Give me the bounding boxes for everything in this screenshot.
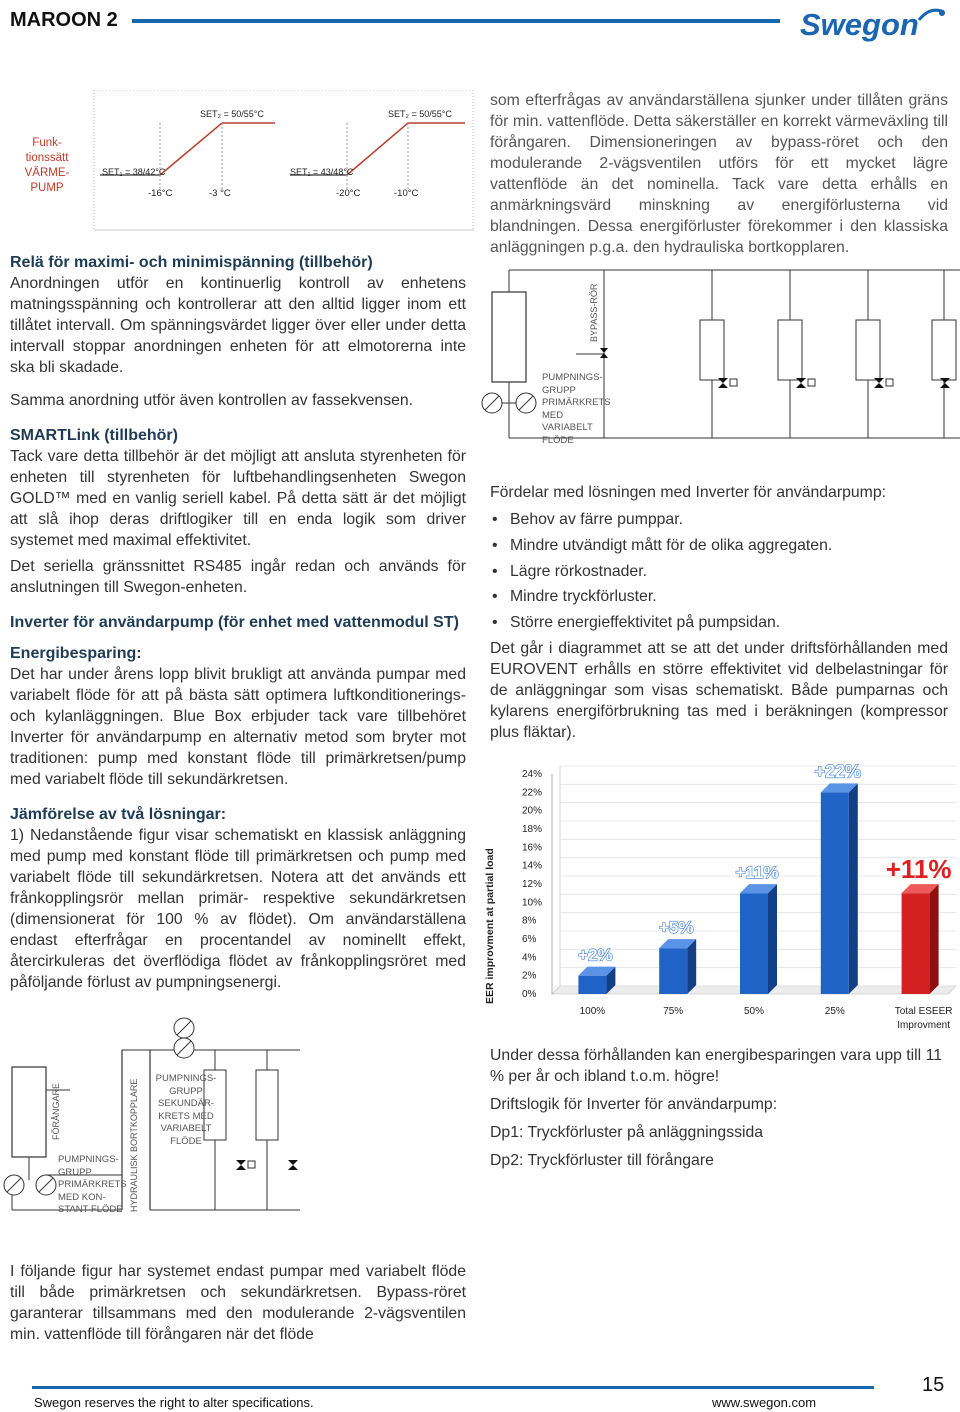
footer-rule — [32, 1386, 874, 1389]
set2-left: SET₂ = 50/55°C — [200, 109, 264, 119]
advantage-item: • Lägre rörkostnader. — [490, 559, 948, 585]
advantage-item: • Mindre utvändigt mått för de olika aggregaten. — [490, 533, 948, 559]
chart-y-tick-label: 8% — [522, 915, 537, 927]
chart-y-tick-label: 4% — [522, 952, 537, 964]
chart-y-tick-label: 24% — [522, 769, 543, 780]
set2-right: SET₂ = 50/55°C — [388, 109, 452, 119]
compare-heading: Jämförelse av två lösningar: — [10, 806, 227, 823]
chart-data-label: +11% — [885, 854, 952, 885]
swegon-logo — [798, 4, 948, 44]
advantages-intro: Fördelar med lösningen med Inverter för användarpump: — [490, 484, 887, 501]
chart-bar — [740, 893, 768, 994]
dp1-text: Dp1: Tryckförluster på anläggningssida — [490, 1124, 764, 1141]
classic-system-diagram — [0, 1010, 300, 1220]
smartlink-heading: SMARTLink (tillbehör) — [10, 427, 178, 444]
temp-left-2: -3 °C — [209, 188, 231, 199]
chart-explanation: Det går i diagrammet att se att det under driftsförhållanden med EUROVENT erhålls en större effektivitet vid delbelastningar för de anläggningar som visas schematiskt. Både pumparnas och kylarens energiförbrukning tas med i beräkningen (kompressor plus fläktar). — [490, 639, 948, 741]
chart-x-tick-label: 75% — [663, 1006, 684, 1017]
variable-pump-group-label: PUMPNINGS- GRUPP PRIMÄRKRETS MED VARIABELT FLÖDE — [542, 372, 611, 446]
left-column — [10, 252, 466, 993]
function-diagram — [10, 90, 474, 240]
chart-y-tick-label: 16% — [522, 842, 543, 854]
temp-left-1: -16°C — [148, 188, 173, 199]
chart-y-tick-label: 12% — [522, 879, 543, 890]
secondary-pump-group-label: PUMPNINGS- GRUPP SEKUNDÄR- KRETS MED VARIABELT FLÖDE — [155, 1073, 217, 1147]
chart-bar — [902, 893, 930, 994]
footer-disclaimer: Swegon reserves the right to alter specifications. — [34, 1395, 314, 1410]
chart-x-tick-label: Total ESEER — [894, 1006, 953, 1017]
bypass-pipe-label: BYPASS-RÖR — [589, 283, 599, 342]
chart-x-tick-label: 25% — [824, 1006, 845, 1017]
chart-data-label: +11% — [735, 863, 779, 883]
chart-y-tick-label: 20% — [522, 805, 543, 817]
footer-website[interactable]: www.swegon.com — [712, 1395, 817, 1410]
inverter-system-diagram — [476, 258, 960, 458]
energy-text: Det har under årens lopp blivit brukligt att använda pumpar med variabelt flöde för att på bästa sätt optimera luftkonditionerings- och kylanläggningen. Blue Box erbjuder tack vare tillbehöret Inverter för användarpump en alternativ metod som bryter mot traditionen: pump med konstant flöde till primärkretsen/pump med variabelt flöde till sekundärkretsen. — [10, 666, 466, 788]
chart-x-tick-label: Improvment — [897, 1020, 950, 1031]
decoupler-label: HYDRAULISK BORTKOPPLARE — [129, 1078, 139, 1212]
energy-heading: Energibesparing: — [10, 645, 142, 662]
primary-pump-group-label: PUMPNINGS- GRUPP PRIMÄRKRETS MED KON- STANT FLÖDE — [58, 1154, 127, 1215]
chart-bar-side — [930, 884, 939, 994]
advantages-list — [490, 507, 948, 636]
eer-chart — [480, 750, 960, 1040]
smartlink-text: Tack vare detta tillbehör är det möjligt att ansluta styrenheten för enheten till styrenheten för luftbehandlingsenheten Swegon GOLD™ med en vanlig seriell kabel. På detta sätt är det möjligt att slå ihop deras driftlogiker till en enda logik som driver systemet med maximal effektivitet. — [10, 448, 466, 549]
chart-data-label: +2% — [578, 945, 613, 965]
evaporator-label: FÖRÅNGARE — [51, 1082, 61, 1140]
logic-heading: Driftslogik för Inverter för användarpump: — [490, 1096, 778, 1113]
chart-y-tick-label: 10% — [522, 897, 543, 909]
page-number: 15 — [922, 1374, 945, 1396]
advantage-item: • Större energieffektivitet på pumpsidan. — [490, 610, 948, 636]
temp-right-1: -20°C — [336, 188, 361, 199]
chart-bar — [578, 976, 606, 994]
chart-bar-side — [687, 939, 696, 994]
set1-left: SET₁ = 38/42°C — [102, 167, 166, 177]
relay-text: Anordningen utför en kontinuerlig kontroll av enhetens matningsspänning och kontrollerar att den alltid ligger inom ett tillåtet intervall. Om spänningsvärdet ligger över eller under detta intervall stoppar anordningen enheten för att elmotorerna inte ska bli skadade. — [10, 275, 466, 376]
advantage-item: • Mindre tryckförluster. — [490, 584, 948, 610]
temp-right-2: -10°C — [394, 188, 419, 199]
right-column-top — [490, 90, 948, 258]
chart-data-label: +22% — [814, 761, 862, 782]
chart-y-tick-label: 0% — [522, 989, 537, 1000]
bottom-left-text — [10, 1261, 466, 1345]
chart-y-tick-label: 22% — [522, 787, 543, 799]
document-title: MAROON 2 — [10, 9, 118, 31]
chart-x-tick-label: 100% — [579, 1006, 606, 1017]
chart-y-tick-label: 2% — [522, 970, 537, 982]
chart-bar-side — [849, 783, 858, 994]
compare-text: 1) Nedanstående figur visar schematiskt en klassisk anläggning med pump med konstant flöde till primärkretsen och pump med variabelt flöde till sekundärkretsen. Notera att det används ett frånkopplingsrör mellan primär- respektive sekundärkretsen (dimensionerat för 100 % av flödet). Om användarställena endast efterfrågar en procentandel av nominellt effekt, återcirkuleras det överflödiga flödet av frånkopplingsröret med påföljande förlust av pumpningsenergi. — [10, 827, 466, 991]
chart-bar-side — [768, 884, 777, 994]
savings-text: Under dessa förhållanden kan energibesparingen vara upp till 11 % per år och ibland t.o.m. högre! — [490, 1047, 942, 1085]
chart-bar — [659, 948, 687, 994]
chart-y-axis-label: EER improvment at partial load — [484, 848, 496, 1004]
dp2-text: Dp2: Tryckförluster till förångare — [490, 1152, 714, 1169]
inverter-heading: Inverter för användarpump (för enhet med vattenmodul ST) — [10, 614, 459, 631]
advantage-item: • Behov av färre pumppar. — [490, 507, 948, 533]
chart-y-tick-label: 14% — [522, 860, 543, 872]
relay-text-2: Samma anordning utför även kontrollen av fassekvensen. — [10, 392, 414, 409]
chart-y-tick-label: 18% — [522, 824, 543, 835]
chart-x-tick-label: 50% — [743, 1006, 765, 1017]
continuation-text: som efterfrågas av användarställena sjunker under tillåten gräns för min. vattenflöde. Detta säkerställer en korrekt värmeväxling till förångaren. Dimensioneringen av bypass-röret och den modulerande 2-vägsventilen utförs för ett mycket lägre vattenflöde än det nominella. Tack vare detta erhålls en anmärkningsvärd minskning av energiförlusterna vid blandningen. Dessa energiförluster förekommer i den klassiska anläggningen p.g.a. den hydrauliska bortkopplaren. — [490, 92, 948, 256]
right-column-middle — [490, 482, 948, 743]
relay-heading: Relä för maximi- och minimispänning (tillbehör) — [10, 254, 373, 271]
svg-text:Swegon: Swegon — [800, 7, 919, 42]
bypass-paragraph: I följande figur har systemet endast pumpar med variabelt flöde till både primärkretsen och sekundärkretsen. Bypass-röret garanterar tillsammans med den modulerande 2-vägsventilen min. vattenflöde till förångaren när det flöde — [10, 1263, 466, 1343]
chart-y-tick-label: 6% — [522, 934, 537, 945]
smartlink-text-2: Det seriella gränssnittet RS485 ingår redan och används för anslutningen till Swegon-enheten. — [10, 558, 466, 596]
header-rule — [132, 19, 780, 23]
chart-bar — [821, 792, 849, 994]
set1-right: SET₁ = 43/48°C — [290, 167, 354, 177]
function-row-label: Funk- tionssätt VÄRME- PUMP — [24, 137, 70, 194]
chart-data-label: +5% — [658, 918, 694, 938]
right-column-bottom — [490, 1045, 948, 1171]
